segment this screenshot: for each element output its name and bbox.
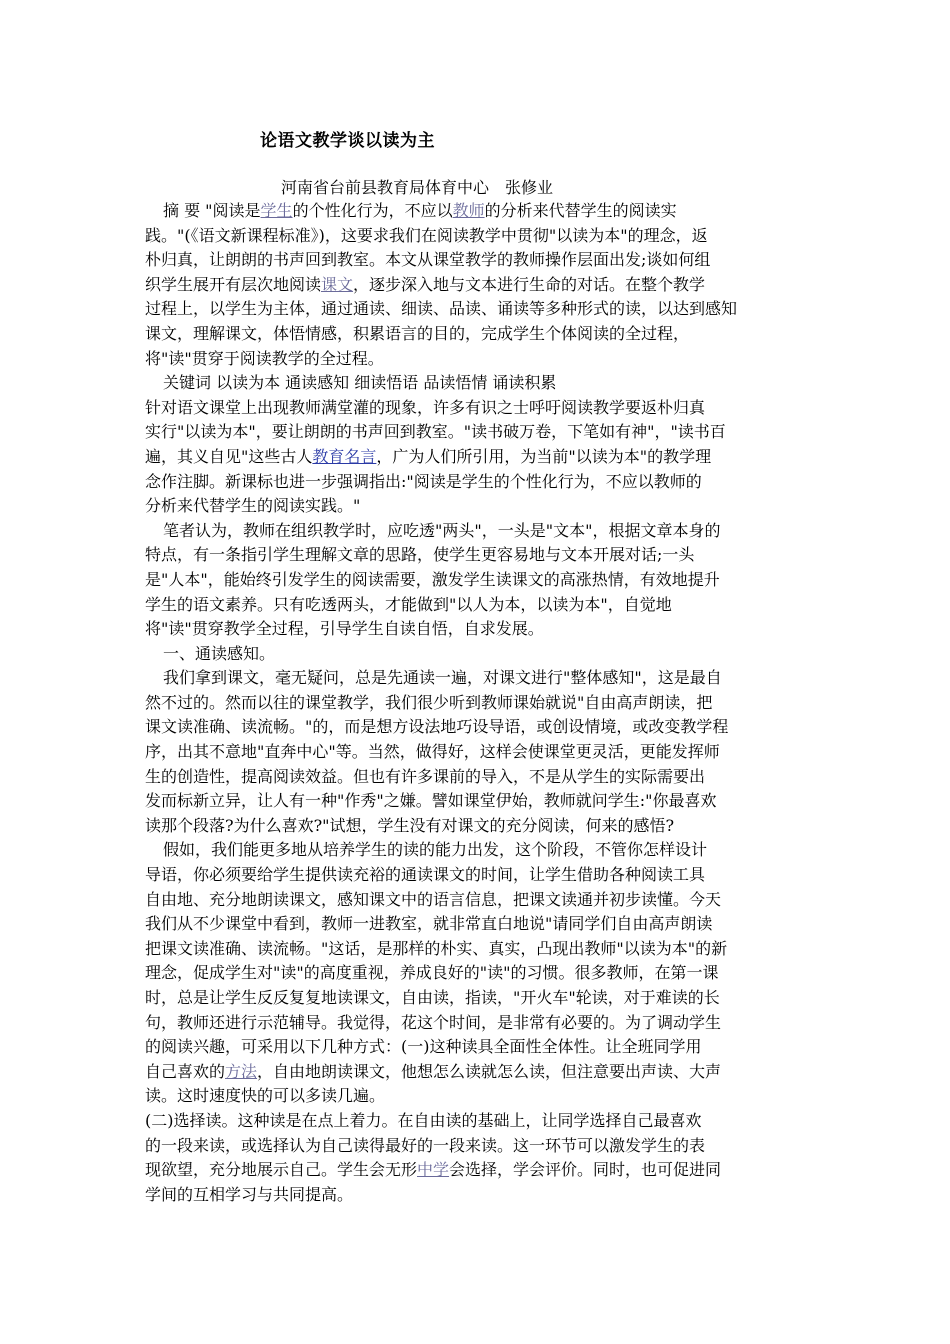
text-line [145,961,807,986]
text-line [145,863,807,888]
text-line [145,1084,807,1109]
text-run: 把课文读准确、读流畅。"这话，是那样的朴实、真实，凸现出教师"以读为本"的新 [145,938,728,958]
text-line [145,789,807,814]
text-line [145,1158,807,1183]
text-run: 我们从不少课堂中看到，教师一进教室，就非常直白地说"请同学们自由高声朗读 [145,914,713,934]
text-line [145,1109,807,1134]
text-run: 学生的语文素养。只有吃透两头，才能做到"以人为本，以读为本"，自觉地 [145,594,672,614]
text-line [145,347,807,372]
text-run: 序，出其不意地"直奔中心"等。当然，做得好，这样会使课堂更灵活，更能发挥师 [145,742,720,762]
inline-link[interactable]: 方法 [225,1061,258,1081]
text-line [145,248,807,273]
text-run: 自由地、充分地朗读课文，感知课文中的语言信息，把课文读通并初步读懂。今天 [145,889,722,909]
text-line [145,666,807,691]
text-run: ，逐步深入地与文本进行生命的对话。在整个教学 [353,274,706,294]
text-run: 学间的互相学习与共同提高。 [145,1184,354,1204]
text-line [145,691,807,716]
text-run: 课文，理解课文，体悟情感，积累语言的目的，完成学生个体阅读的全过程， [145,323,690,343]
text-run: 念作注脚。新课标也进一步强调指出:"阅读是学生的个性化行为，不应以教师的 [145,471,702,491]
text-run: 理念，促成学生对"读"的高度重视，养成良好的"读"的习惯。很多教师，在第一课 [145,963,719,983]
text-line [145,715,807,740]
text-run: 遍，其义自见"这些古人 [145,446,313,466]
text-line [145,642,807,667]
text-run: ，广为人们所引用，为当前"以读为本"的教学理 [376,446,712,466]
inline-link[interactable]: 中学 [417,1160,450,1180]
text-line [145,519,807,544]
text-line [145,986,807,1011]
text-line [145,617,807,642]
text-line [145,838,807,863]
text-run: 假如，我们能更多地从培养学生的读的能力出发，这个阶段，不管你怎样设计 [163,840,708,860]
text-run: (二)选择读。这种读是在点上着力。在自由读的基础上，让同学选择自己最喜欢 [145,1110,702,1130]
text-line [145,445,807,470]
text-line [145,814,807,839]
text-line [145,568,807,593]
text-run: 句，教师还进行示范辅导。我觉得，花这个时间，是非常有必要的。为了调动学生 [145,1012,722,1032]
inline-link[interactable]: 课文 [321,274,354,294]
text-run: 针对语文课堂上出现教师满堂灌的现象，许多有识之士呼吁阅读教学要返朴归真 [145,397,706,417]
text-run: 发而标新立异，让人有一种"作秀"之嫌。譬如课堂伊始，教师就问学生:"你最喜欢 [145,791,717,811]
text-line [145,470,807,495]
text-line [145,1134,807,1159]
text-line [145,1183,807,1208]
text-run: 现欲望，充分地展示自己。学生会无形 [145,1160,418,1180]
text-line [145,543,807,568]
text-line [145,297,807,322]
text-line [145,765,807,790]
text-run: 关键词 以读为本 通读感知 细读悟语 品读悟情 诵读积累 [163,373,557,393]
text-line [145,199,807,224]
text-run: 读那个段落?为什么喜欢?"试想，学生没有对课文的充分阅读，何来的感悟? [145,815,675,835]
text-run: 分析来代替学生的阅读实践。" [145,496,361,516]
text-line [145,396,807,421]
text-line [145,494,807,519]
text-run: 的阅读兴趣，可采用以下几种方式：(一)这种读具全面性全体性。让全班同学用 [145,1037,702,1057]
text-run: 我们拿到课文，毫无疑问，总是先通读一遍，对课文进行"整体感知"，这是最自 [163,668,722,688]
text-line [145,273,807,298]
text-line [145,740,807,765]
text-run: 自己喜欢的 [145,1061,226,1081]
text-line [145,888,807,913]
text-run: 践。"(《语文新课程标准》)，这要求我们在阅读教学中贯彻"以读为本"的理念，返 [145,225,708,245]
text-line [145,593,807,618]
text-run: 导语，你必须要给学生提供读充裕的通读课文的时间，让学生借助各种阅读工具 [145,865,706,885]
text-run: 将"读"贯穿于阅读教学的全过程。 [145,348,384,368]
text-run: 的分析来代替学生的阅读实 [484,201,677,220]
author-byline: 河南省台前县教育局体育中心 张修业 [281,178,554,197]
text-line [145,937,807,962]
text-run: 一、通读感知。 [163,643,276,663]
text-run: ，自由地朗读课文，他想怎么读就怎么读，但注意要出声读、大声 [257,1061,722,1081]
text-run: 朴归真，让朗朗的书声回到教室。本文从课堂教学的教师操作层面出发;谈如何组 [145,250,711,270]
text-run: 课文读准确、读流畅。"的，而是想方设法地巧设导语，或创设情境，或改变教学程 [145,717,729,737]
text-run: 实行"以读为本"，要让朗朗的书声回到教室。"读书破万卷，下笔如有神"，"读书百 [145,422,726,442]
text-run: 织学生展开有层次地阅读 [145,274,322,294]
text-line [145,912,807,937]
text-run: 是"人本"，能始终引发学生的阅读需要，激发学生读课文的高涨热情，有效地提升 [145,569,720,589]
text-run: 特点，有一条指引学生理解文章的思路，使学生更容易地与文本开展对话;一头 [145,545,695,565]
text-run: 笔者认为，教师在组织教学时，应吃透"两头"，一头是"文本"，根据文章本身的 [163,520,721,540]
document-title: 论语文教学谈以读为主 [260,131,435,151]
text-run: 的一段来读，或选择认为自己读得最好的一段来读。这一环节可以激发学生的表 [145,1135,706,1155]
text-run: 会选择，学会评价。同时，也可促进同 [449,1160,722,1180]
text-run: 过程上，以学生为主体，通过通读、细读、品读、诵读等多种形式的读，以达到感知 [145,299,738,319]
text-line [145,420,807,445]
text-run: 的个性化行为，不应以 [292,201,453,220]
text-run: 读。这时速度快的可以多读几遍。 [145,1086,386,1106]
text-run: 摘 要 "阅读是 [163,201,261,220]
text-line [145,1011,807,1036]
text-run: 时，总是让学生反反复复地读课文，自由读，指读，"开火车"轮读，对于难读的长 [145,988,720,1007]
text-line [145,371,807,396]
text-line [145,224,807,249]
text-run: 将"读"贯穿教学全过程，引导学生自读自悟，自求发展。 [145,619,544,639]
document-body [145,199,807,1207]
text-run: 然不过的。然而以往的课堂教学，我们很少听到教师课始就说"自由高声朗读，把 [145,692,713,712]
text-line [145,1060,807,1085]
text-run: 生的创造性，提高阅读效益。但也有许多课前的导入，不是从学生的实际需要出 [145,766,706,786]
text-line [145,1035,807,1060]
inline-link[interactable]: 教师 [452,201,485,220]
text-line [145,322,807,347]
inline-link[interactable]: 教育名言 [312,446,377,466]
inline-link[interactable]: 学生 [260,201,293,220]
